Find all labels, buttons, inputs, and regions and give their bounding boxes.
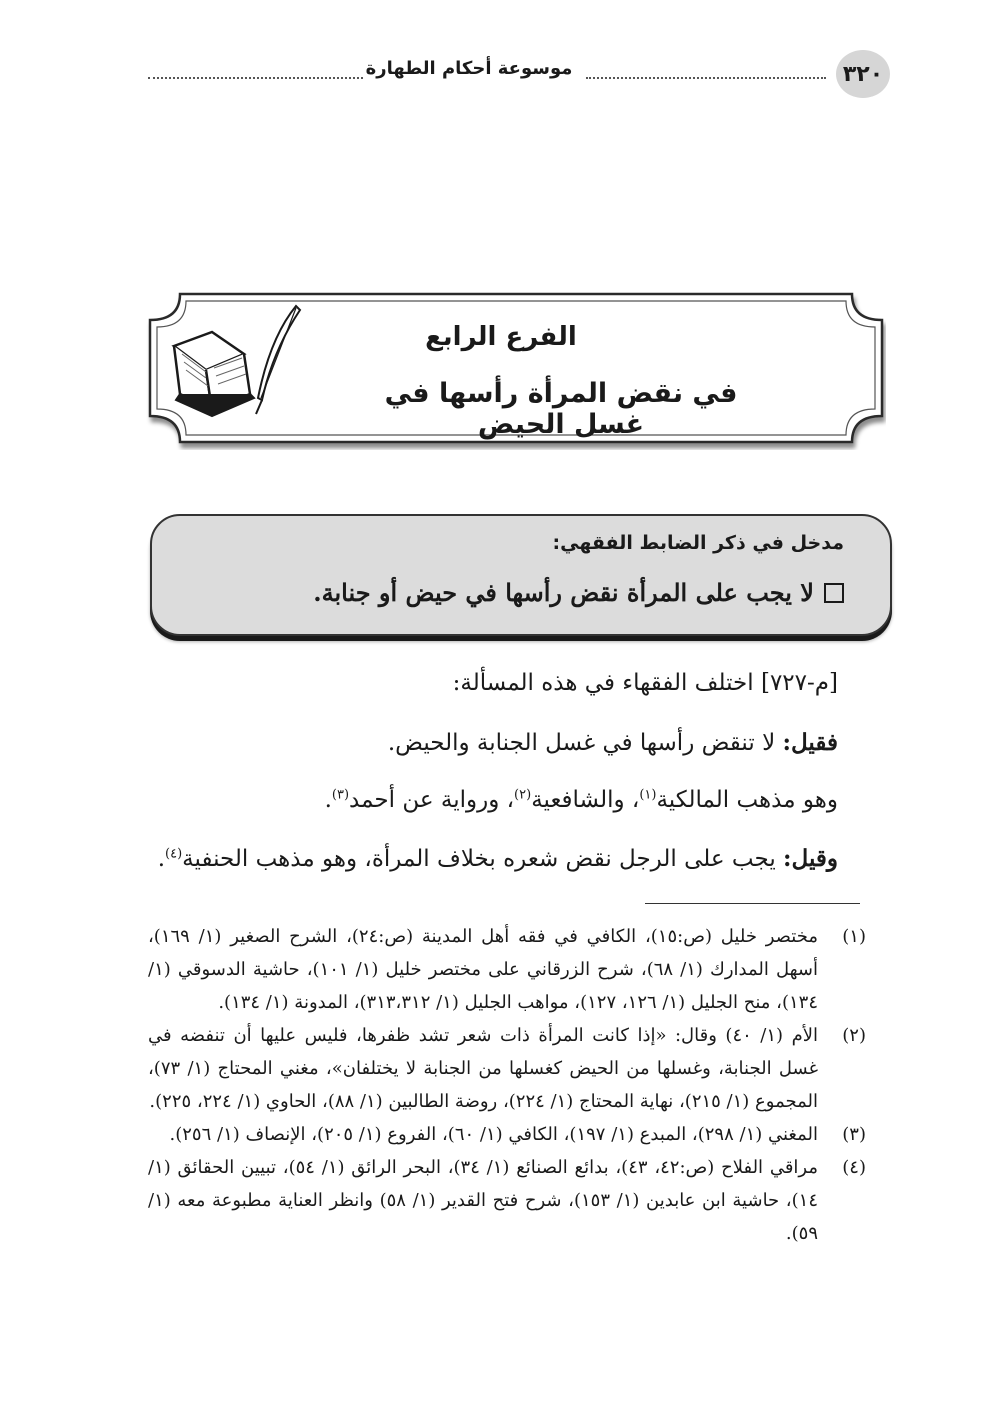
chapter-title-frame [146, 290, 886, 450]
chapter-title: الفرع الرابع [425, 322, 577, 352]
footnote-ref-4[interactable]: (٤) [165, 846, 183, 862]
schools-text-b: ، والشافعية [531, 787, 640, 813]
principle-statement [313, 578, 844, 607]
page-header [140, 50, 890, 98]
footnote-ref-1[interactable]: (١) [639, 787, 657, 803]
footnote-number: (٣) [842, 1124, 866, 1145]
footnote-item [148, 1019, 866, 1118]
book-title: موسوعة أحكام الطهارة [365, 58, 573, 79]
paragraph-schools [148, 787, 838, 815]
footnote-ref-2[interactable]: (٢) [514, 787, 532, 803]
book-and-quill-icon [166, 298, 306, 418]
schools-text-end: . [324, 787, 332, 813]
schools-text-a: وهو مذهب المالكية [656, 787, 838, 813]
footnote-text: الأم (١/ ٤٠) وقال: «إذا كانت المرأة ذات شعر تشد ظفرها، فليس عليها أن تنفضه في غسل الجنابة، وغسلها من الحيض كغسلها من الجنابة لا يختلفان»، مغني المحتاج (١/ ٧٣)، المجموع (١/ ٢١٥)، نهاية المحتاج (١/ ٢٢٤)، روضة الطالبين (١/ ٨٨)، الحاوي (١/ ٢٢٤، ٢٢٥). [148, 1025, 818, 1112]
checkbox-square-icon [824, 583, 844, 603]
footnote-number: (١) [842, 926, 866, 947]
footnote-text: المغني (١/ ٢٩٨)، المبدع (١/ ١٩٧)، الكافي (١/ ٦٠)، الفروع (١/ ٢٠٥)، الإنصاف (١/ ٢٥٦). [169, 1124, 818, 1145]
principle-heading: مدخل في ذكر الضابط الفقهي: [552, 532, 844, 554]
opinion-text-2: يجب على الرجل نقض شعره بخلاف المرأة، وهو مذهب الحنفية [182, 846, 784, 872]
footnotes-section [148, 920, 866, 1250]
footnote-item [148, 1151, 866, 1250]
fiqh-principle-box [150, 514, 892, 636]
footnote-text: مراقي الفلاح (ص:٤٢، ٤٣)، بدائع الصنائع (١/ ٣٤)، البحر الرائق (١/ ٥٤)، تبيين الحقائق (١/ ١٤)، حاشية ابن عابدين (١/ ١٥٣)، شرح فتح القدير (١/ ٥٨) وانظر العناية مطبوعة معه (١/ ٥٩). [148, 1157, 818, 1244]
paragraph-first-opinion [148, 729, 838, 758]
chapter-subtitle: في نقض المرأة رأسها في غسل الحيض [384, 378, 738, 440]
opinion-lead-2: وقيل: [783, 845, 838, 872]
footnote-separator [645, 903, 860, 904]
footnote-ref-3[interactable]: (٣) [331, 787, 350, 803]
opinion-text-2-end: . [157, 846, 166, 872]
header-dotted-line-left [148, 77, 363, 79]
opinion-text: لا تنقض رأسها في غسل الجنابة والحيض. [387, 730, 783, 756]
paragraph-second-opinion [148, 845, 838, 874]
footnote-number: (٢) [842, 1025, 866, 1046]
principle-text: لا يجب على المرأة نقض رأسها في حيض أو جنابة. [313, 578, 814, 607]
schools-text-c: ، ورواية عن أحمد [349, 787, 515, 813]
footnote-text: مختصر خليل (ص:١٥)، الكافي في فقه أهل المدينة (ص:٢٤)، الشرح الصغير (١/ ١٦٩)، أسهل المدارك (١/ ٦٨)، شرح الزرقاني على مختصر خليل (١/ ١٠١)، حاشية الدسوقي (١/ ١٣٤)، منح الجليل (١/ ١٢٦، ١٢٧)، مواهب الجليل (١/ ٣١٣،٣١٢)، المدونة (١/ ١٣٤). [148, 926, 818, 1013]
footnote-item [148, 1118, 866, 1151]
header-dotted-line-right [586, 77, 826, 79]
footnote-item [148, 920, 866, 1019]
opinion-lead: فقيل: [782, 729, 838, 756]
paragraph-intro: [م-٧٢٧] اختلف الفقهاء في هذه المسألة: [452, 670, 838, 696]
footnote-number: (٤) [842, 1157, 866, 1178]
page-number: ٣٢٠ [836, 50, 890, 98]
